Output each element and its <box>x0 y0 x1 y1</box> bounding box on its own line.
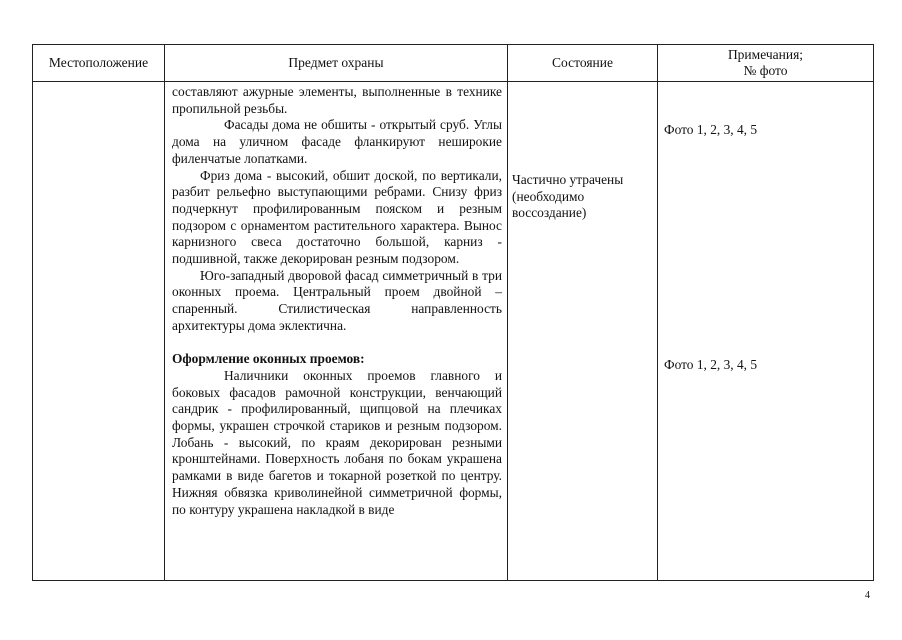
header-location: Местоположение <box>33 45 165 82</box>
table-header-row <box>33 45 874 82</box>
subject-paragraph-1: составляют ажурные элементы, выполненные в технике пропильной резьбы. <box>172 84 502 116</box>
note-photo-2: Фото 1, 2, 3, 4, 5 <box>664 357 758 372</box>
cell-notes <box>658 82 874 581</box>
subject-paragraph-5: Наличники оконных проемов главного и боковых фасадов рамочной конструкции, венчающий сандрик - профилированный, щипцовой на плечиках формы, украшен строчкой стариков и резным подзором. Лобань - высокий, по краям декорирован резными кронштейнами. Поверхность лобаня по бокам украшена рамками в виде багетов и токарной розеткой по центру. Нижняя обвязка криволинейной симметричной формы, по контуру украшена накладкой в виде <box>172 367 502 517</box>
header-notes <box>658 45 874 82</box>
subject-paragraph-3: Фриз дома - высокий, обшит доской, по вертикали, разбит рельефно выступающими ребрами. Снизу фриз подчеркнут профилированным пояском и резным подзором с орнаментом растительного характера. Вынос карнизного свеса достаточно большой, карниз - подшивной, также декорирован резным подзором. <box>172 167 502 267</box>
protection-table <box>32 44 874 581</box>
cell-subject <box>165 82 508 581</box>
header-subject: Предмет охраны <box>165 45 508 82</box>
cell-location <box>33 82 165 581</box>
subject-paragraph-2: Фасады дома не обшиты - открытый сруб. Углы дома на уличном фасаде фланкируют неширокие филенчатые лопатками. <box>172 117 502 166</box>
cell-state <box>508 82 658 581</box>
table-row <box>33 82 874 581</box>
header-state: Состояние <box>508 45 658 82</box>
state-text: Частично утрачены (необходимо воссоздание) <box>512 172 624 221</box>
page-number: 4 <box>865 590 870 601</box>
subject-heading-windows: Оформление оконных проемов: <box>172 351 365 367</box>
subject-paragraph-4: Юго-западный дворовой фасад симметричный в три оконных проема. Центральный проем двойной – спаренный. Стилистическая направленность архитектуры дома эклектична. <box>172 267 502 333</box>
note-photo-1: Фото 1, 2, 3, 4, 5 <box>664 122 758 137</box>
header-notes-text: Примечания; № фото <box>727 47 804 78</box>
